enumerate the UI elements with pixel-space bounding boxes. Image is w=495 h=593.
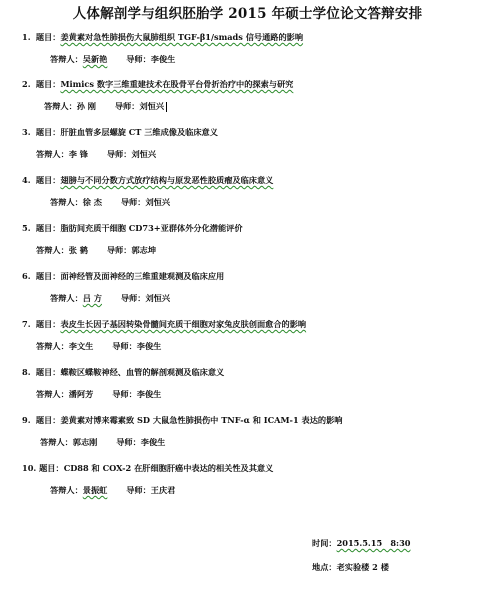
student-prefix: 答辩人： xyxy=(36,341,69,351)
student-name: 郭志刚 xyxy=(72,437,98,447)
advisor-name: 郭志坤 xyxy=(131,245,157,255)
defense-item xyxy=(22,31,482,65)
student-prefix: 答辩人： xyxy=(50,293,83,303)
topic-prefix: 题目： xyxy=(35,79,61,89)
defense-item xyxy=(22,174,482,208)
time-line xyxy=(312,537,410,549)
topic-prefix: 题目： xyxy=(35,367,61,377)
topic-line xyxy=(22,31,482,43)
defense-item xyxy=(22,414,482,448)
advisor-prefix: 导师： xyxy=(114,101,140,111)
topic-prefix: 题目： xyxy=(35,271,61,281)
item-number: 3. xyxy=(22,127,31,137)
person-line xyxy=(50,196,482,208)
topic-line xyxy=(22,414,482,426)
topic-line xyxy=(22,126,482,138)
student-name: 孙 刚 xyxy=(76,101,96,111)
student-prefix: 答辩人： xyxy=(36,389,69,399)
student-prefix: 答辩人： xyxy=(40,437,73,447)
student-name: 景振虹 xyxy=(82,485,108,495)
student-prefix: 答辩人： xyxy=(50,54,83,64)
topic-line xyxy=(22,78,482,90)
topic-line xyxy=(22,174,482,186)
student-name: 李文生 xyxy=(68,341,94,351)
person-line xyxy=(50,292,482,304)
defense-item xyxy=(22,270,482,304)
page-title: 人体解剖学与组织胚胎学 2015 年硕士学位论文答辩安排 xyxy=(72,6,423,22)
student-prefix: 答辩人： xyxy=(50,485,83,495)
item-number: 8. xyxy=(22,367,31,377)
defense-item xyxy=(22,78,482,112)
topic-text: 翅膀与不同分数方式放疗结构与原发恶性胶质瘤及临床意义 xyxy=(60,175,274,185)
student-name: 潘阿芳 xyxy=(68,389,94,399)
advisor-prefix: 导师： xyxy=(126,54,151,64)
item-number: 4. xyxy=(22,175,31,185)
topic-text: 姜黄素对急性肺损伤大鼠肺组织 TGF-β1/smads 信号通路的影响 xyxy=(60,32,304,42)
advisor-prefix: 导师： xyxy=(112,389,137,399)
topic-text: 表皮生长因子基因转染骨髓间充质干细胞对家兔皮肤创面愈合的影响 xyxy=(60,319,307,329)
topic-text: Mimics 数字三维重建技术在股骨平台骨折治疗中的探索与研究 xyxy=(60,79,294,89)
topic-line xyxy=(22,222,482,234)
topic-prefix: 题目： xyxy=(35,319,61,329)
person-line xyxy=(44,100,482,112)
item-number: 7. xyxy=(22,319,31,329)
advisor-prefix: 导师： xyxy=(106,149,132,159)
topic-prefix: 题目： xyxy=(35,223,61,233)
defense-item xyxy=(22,318,482,352)
item-number: 5. xyxy=(22,223,31,233)
student-name: 吕 方 xyxy=(82,293,102,303)
advisor-name: 李俊生 xyxy=(140,437,166,447)
advisor-prefix: 导师： xyxy=(112,341,137,351)
place-label: 地点： xyxy=(312,562,337,572)
person-line xyxy=(36,340,482,352)
topic-line xyxy=(22,318,482,330)
advisor-prefix: 导师： xyxy=(116,437,141,447)
advisor-name: 李俊生 xyxy=(136,341,162,351)
topic-line xyxy=(22,366,482,378)
text-cursor xyxy=(166,102,167,112)
place-value: 老实验楼 2 楼 xyxy=(336,562,389,572)
topic-text: 肝脏血管多层螺旋 CT 三维成像及临床意义 xyxy=(60,127,218,137)
person-line xyxy=(50,484,482,496)
topic-prefix: 题目： xyxy=(35,127,61,137)
topic-line xyxy=(22,462,482,474)
topic-prefix: 题目： xyxy=(35,415,61,425)
advisor-prefix: 导师： xyxy=(120,293,146,303)
student-prefix: 答辩人： xyxy=(50,197,83,207)
student-prefix: 答辩人： xyxy=(44,101,77,111)
student-prefix: 答辩人： xyxy=(36,149,69,159)
item-number: 1. xyxy=(22,32,31,42)
topic-text: 面神经管及面神经的三维重建观测及临床应用 xyxy=(60,271,225,281)
defense-item xyxy=(22,222,482,256)
time-value: 2015.5.15 8:30 xyxy=(336,538,411,548)
advisor-name: 刘恒兴 xyxy=(131,149,157,159)
person-line xyxy=(36,148,482,160)
advisor-prefix: 导师： xyxy=(120,197,146,207)
advisor-name: 刘恒兴 xyxy=(145,293,171,303)
item-number: 9. xyxy=(22,415,31,425)
defense-item xyxy=(22,126,482,160)
topic-text: 姜黄素对博来霉素致 SD 大鼠急性肺损伤中 TNF-α 和 ICAM-1 表达的影响 xyxy=(60,415,343,425)
person-line xyxy=(36,244,482,256)
advisor-name: 王庆君 xyxy=(150,485,176,495)
topic-prefix: 题目： xyxy=(35,175,61,185)
topic-prefix: 题目： xyxy=(35,32,61,42)
defense-item xyxy=(22,462,482,496)
topic-text: CD88 和 COX-2 在肝细胞肝癌中表达的相关性及其意义 xyxy=(63,463,274,473)
student-name: 吴新艳 xyxy=(82,54,108,64)
advisor-name: 李俊生 xyxy=(150,54,176,64)
person-line xyxy=(50,53,482,65)
topic-text: 脂肪间充质干细胞 CD73+亚群体外分化潜能评价 xyxy=(60,223,243,233)
student-name: 徐 杰 xyxy=(82,197,102,207)
topic-line xyxy=(22,270,482,282)
student-prefix: 答辩人： xyxy=(36,245,69,255)
advisor-name: 刘恒兴 xyxy=(145,197,171,207)
place-line xyxy=(312,561,389,573)
person-line xyxy=(36,388,482,400)
person-line xyxy=(40,436,482,448)
advisor-prefix: 导师： xyxy=(106,245,132,255)
item-number: 10. xyxy=(22,463,37,473)
topic-prefix: 题目： xyxy=(39,463,64,473)
item-number: 6. xyxy=(22,271,31,281)
topic-text: 蝶鞍区蝶鞍神经、血管的解剖观测及临床意义 xyxy=(60,367,225,377)
student-name: 张 鹤 xyxy=(68,245,88,255)
item-number: 2. xyxy=(22,79,31,89)
defense-item xyxy=(22,366,482,400)
advisor-name: 李俊生 xyxy=(136,389,162,399)
advisor-name: 刘恒兴 xyxy=(139,101,165,111)
time-label: 时间： xyxy=(312,538,337,548)
student-name: 李 锋 xyxy=(68,149,88,159)
advisor-prefix: 导师： xyxy=(126,485,151,495)
